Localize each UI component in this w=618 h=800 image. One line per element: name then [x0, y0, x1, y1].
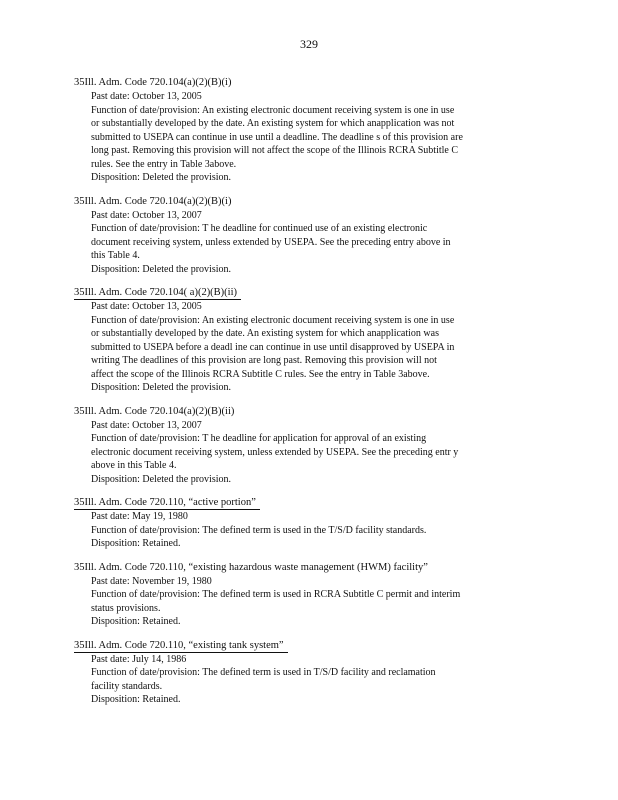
provision-entry	[74, 492, 544, 551]
provision-entry	[74, 635, 544, 707]
provision-citation: 35Ill. Adm. Code 720.110, “existing hazardous waste management (HWM) facility”	[74, 561, 428, 573]
function-text-line: or substantially developed by the date. An existing system for which anapplication was not	[91, 118, 455, 129]
provision-details	[91, 653, 544, 707]
provision-citation: 35Ill. Adm. Code 720.110, “existing tank system”	[74, 639, 288, 653]
disposition: Disposition: Retained.	[91, 538, 181, 549]
disposition: Disposition: Deleted the provision.	[91, 382, 231, 393]
provision-details	[91, 575, 544, 629]
function-text-line: Function of date/provision: An existing electronic document receiving system is one in use	[91, 104, 455, 116]
provision-citation: 35Ill. Adm. Code 720.110, “active portion”	[74, 496, 260, 510]
page-number: 329	[300, 37, 318, 51]
past-date: Past date: May 19, 1980	[91, 511, 188, 522]
function-text-line: or substantially developed by the date. An existing system for which anapplication was	[91, 328, 439, 339]
past-date: Past date: October 13, 2005	[91, 301, 202, 312]
provision-citation: 35Ill. Adm. Code 720.104(a)(2)(B)(i)	[74, 195, 232, 207]
function-text-line: Function of date/provision: The defined term is used in the T/S/D facility standards.	[91, 524, 427, 536]
provision-details	[91, 419, 544, 487]
provision-entry	[74, 401, 544, 487]
provision-details	[91, 90, 544, 185]
provision-entry	[74, 557, 544, 629]
past-date: Past date: October 13, 2007	[91, 419, 202, 431]
provision-details	[91, 300, 544, 395]
function-text-line: Function of date/provision: T he deadline for continued use of an existing electronic	[91, 223, 428, 234]
provision-citation: 35Ill. Adm. Code 720.104(a)(2)(B)(ii)	[74, 405, 235, 417]
function-text-line: above in this Table 4.	[91, 460, 177, 471]
function-text-line: submitted to USEPA before a deadl ine can continue in use until disapproved by USEPA in	[91, 341, 455, 353]
disposition: Disposition: Retained.	[91, 694, 181, 705]
function-text-line: rules. See the entry in Table 3above.	[91, 158, 237, 170]
provision-citation: 35Ill. Adm. Code 720.104(a)(2)(B)(i)	[74, 77, 232, 88]
function-text-line: affect the scope of the Illinois RCRA Subtitle C rules. See the entry in Table 3above.	[91, 368, 430, 380]
disposition: Disposition: Deleted the provision.	[91, 473, 231, 485]
entries-list	[74, 72, 544, 713]
past-date: Past date: November 19, 1980	[91, 575, 212, 587]
provision-details	[91, 209, 544, 277]
disposition: Disposition: Deleted the provision.	[91, 263, 231, 275]
provision-entry	[74, 282, 544, 395]
function-text-line: document receiving system, unless extended by USEPA. See the preceding entry above in	[91, 236, 451, 248]
provision-entry	[74, 191, 544, 277]
function-text-line: this Table 4.	[91, 250, 140, 261]
past-date: Past date: October 13, 2007	[91, 209, 202, 221]
function-text-line: Function of date/provision: The defined term is used in T/S/D facility and reclamation	[91, 667, 436, 678]
disposition: Disposition: Retained.	[91, 616, 181, 627]
function-text-line: electronic document receiving system, unless extended by USEPA. See the preceding entr y	[91, 446, 459, 458]
function-text-line: Function of date/provision: An existing electronic document receiving system is one in use	[91, 314, 455, 326]
function-text-line: submitted to USEPA can continue in use until a deadline. The deadline s of this provision are	[91, 131, 463, 143]
function-text-line: Function of date/provision: T he deadline for application for approval of an existing	[91, 433, 427, 444]
disposition: Disposition: Deleted the provision.	[91, 172, 231, 183]
function-text-line: long past. Removing this provision will not affect the scope of the Illinois RCRA Subtitle C	[91, 145, 459, 156]
provision-details	[91, 510, 544, 551]
function-text-line: writing The deadlines of this provision are long past. Removing this provision will not	[91, 355, 437, 366]
provision-entry	[74, 72, 544, 185]
function-text-line: Function of date/provision: The defined term is used in RCRA Subtitle C permit and interim	[91, 589, 461, 600]
function-text-line: status provisions.	[91, 602, 161, 614]
function-text-line: facility standards.	[91, 680, 163, 692]
provision-citation: 35Ill. Adm. Code 720.104( a)(2)(B)(ii)	[74, 286, 241, 300]
past-date: Past date: October 13, 2005	[91, 91, 202, 102]
past-date: Past date: July 14, 1986	[91, 653, 187, 665]
